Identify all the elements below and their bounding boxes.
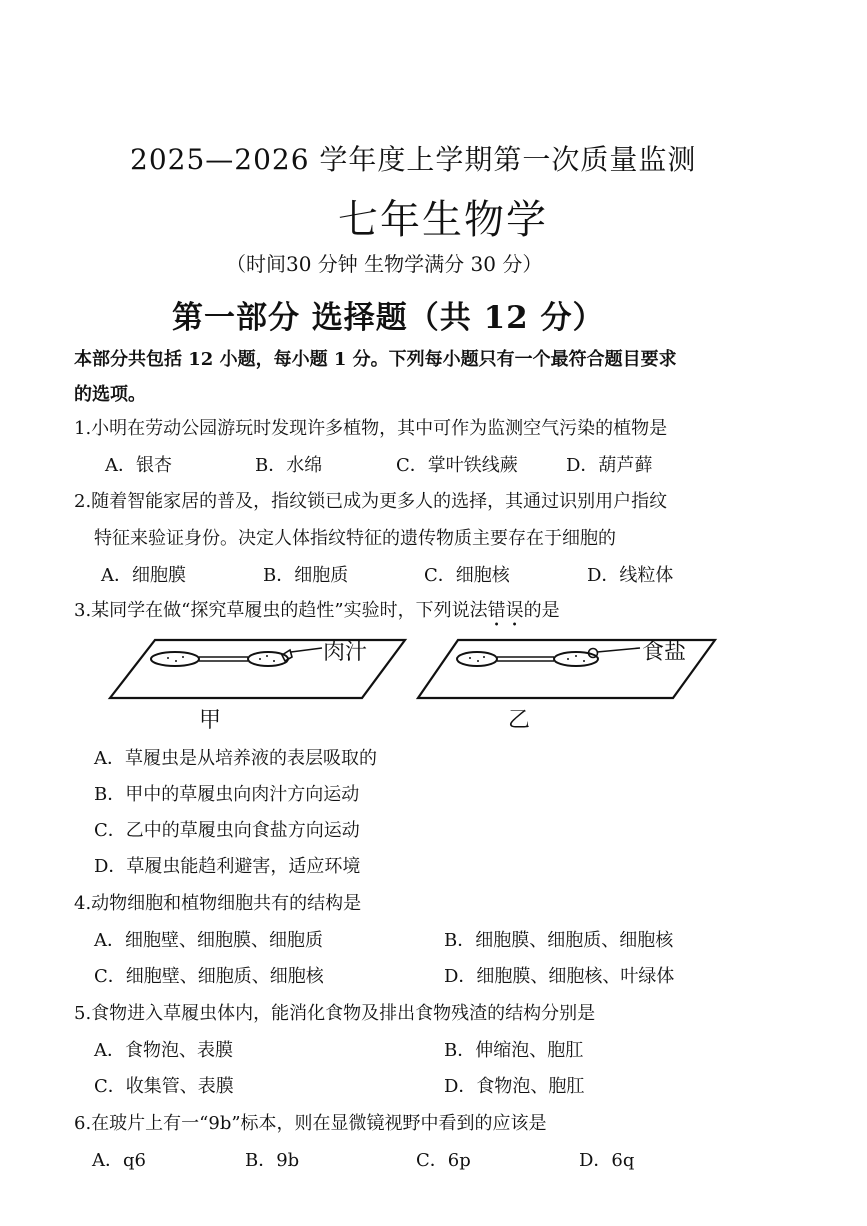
exam-title: 2025—2026 学年度上学期第一次质量监测: [130, 143, 697, 176]
question-3-option-b: B．甲中的草履虫向肉汁方向运动: [94, 784, 360, 805]
meat-juice-callout-line: [291, 648, 322, 652]
culture-drop-right-2: [554, 652, 598, 666]
question-5-option-b: B．伸缩泡、胞肛: [444, 1040, 584, 1061]
meat-juice-label: 肉汁: [323, 640, 368, 665]
subject-title: 七年生物学: [338, 197, 548, 243]
question-3-option-c: C．乙中的草履虫向食盐方向运动: [94, 820, 360, 841]
question-1-option-b: B．水绵: [255, 455, 323, 476]
question-1-option-d: D．葫芦藓: [566, 455, 653, 476]
paramecium-experiment-figure: [100, 628, 720, 736]
question-6-option-a: A．q6: [92, 1150, 146, 1171]
section-intro-line1: 本部分共包括 12 小题，每小题 1 分。下列每小题只有一个最符合题目要求: [74, 349, 677, 370]
time-note: （时间30 分钟 生物学满分 30 分）: [226, 252, 543, 276]
question-4-option-d: D．细胞膜、细胞核、叶绿体: [444, 966, 675, 987]
question-2-stem-line2: 特征来验证身份。决定人体指纹特征的遗传物质主要存在于细胞的: [94, 528, 616, 549]
salt-callout-line: [597, 648, 640, 652]
question-4-option-c: C．细胞壁、细胞质、细胞核: [94, 966, 324, 987]
question-1-option-c: C．掌叶铁线蕨: [396, 455, 518, 476]
question-1-stem: 1.小明在劳动公园游玩时发现许多植物，其中可作为监测空气污染的植物是: [74, 418, 668, 439]
question-2-option-b: B．细胞质: [263, 565, 349, 586]
figure-label-yi: 乙: [508, 708, 531, 733]
question-4-stem: 4.动物细胞和植物细胞共有的结构是: [74, 893, 362, 914]
question-4-option-a: A．细胞壁、细胞膜、细胞质: [94, 930, 323, 951]
section-title: 第一部分 选择题（共 12 分）: [172, 300, 605, 336]
question-2-option-c: C．细胞核: [424, 565, 510, 586]
question-5-stem: 5.食物进入草履虫体内，能消化食物及排出食物残渣的结构分别是: [74, 1003, 596, 1024]
question-1-option-a: A．银杏: [105, 455, 172, 476]
question-4-option-b: B．细胞膜、细胞质、细胞核: [444, 930, 674, 951]
question-2-stem-line1: 2.随着智能家居的普及，指纹锁已成为更多人的选择，其通过识别用户指纹: [74, 491, 668, 512]
question-5-option-d: D．食物泡、胞肛: [444, 1076, 585, 1097]
question-2-option-a: A．细胞膜: [101, 565, 186, 586]
figure-label-jia: 甲: [199, 708, 222, 733]
question-6-option-d: D．6q: [579, 1150, 635, 1171]
question-3-stem-suffix: 的是: [523, 600, 560, 621]
question-6-option-b: B．9b: [245, 1150, 300, 1171]
question-3-emphasis-2: 误: [505, 600, 524, 621]
question-6-stem: 6.在玻片上有一“9b”标本，则在显微镜视野中看到的应该是: [74, 1113, 547, 1134]
question-3-stem: [74, 596, 560, 622]
question-5-option-c: C．收集管、表膜: [94, 1076, 234, 1097]
question-3-stem-prefix: 3.某同学在做“探究草履虫的趋性”实验时，下列说法: [74, 600, 488, 621]
question-2-option-d: D．线粒体: [587, 565, 674, 586]
culture-drop-left-1: [151, 652, 199, 666]
question-5-option-a: A．食物泡、表膜: [94, 1040, 233, 1061]
section-intro-line2: 的选项。: [74, 384, 146, 405]
salt-label: 食盐: [642, 640, 687, 665]
question-3-option-d: D．草履虫能趋利避害，适应环境: [94, 856, 361, 877]
question-3-option-a: A．草履虫是从培养液的表层吸取的: [94, 748, 377, 769]
question-6-option-c: C．6p: [416, 1150, 471, 1171]
culture-drop-right-1: [457, 652, 497, 666]
question-3-emphasis-1: 错: [487, 600, 506, 621]
